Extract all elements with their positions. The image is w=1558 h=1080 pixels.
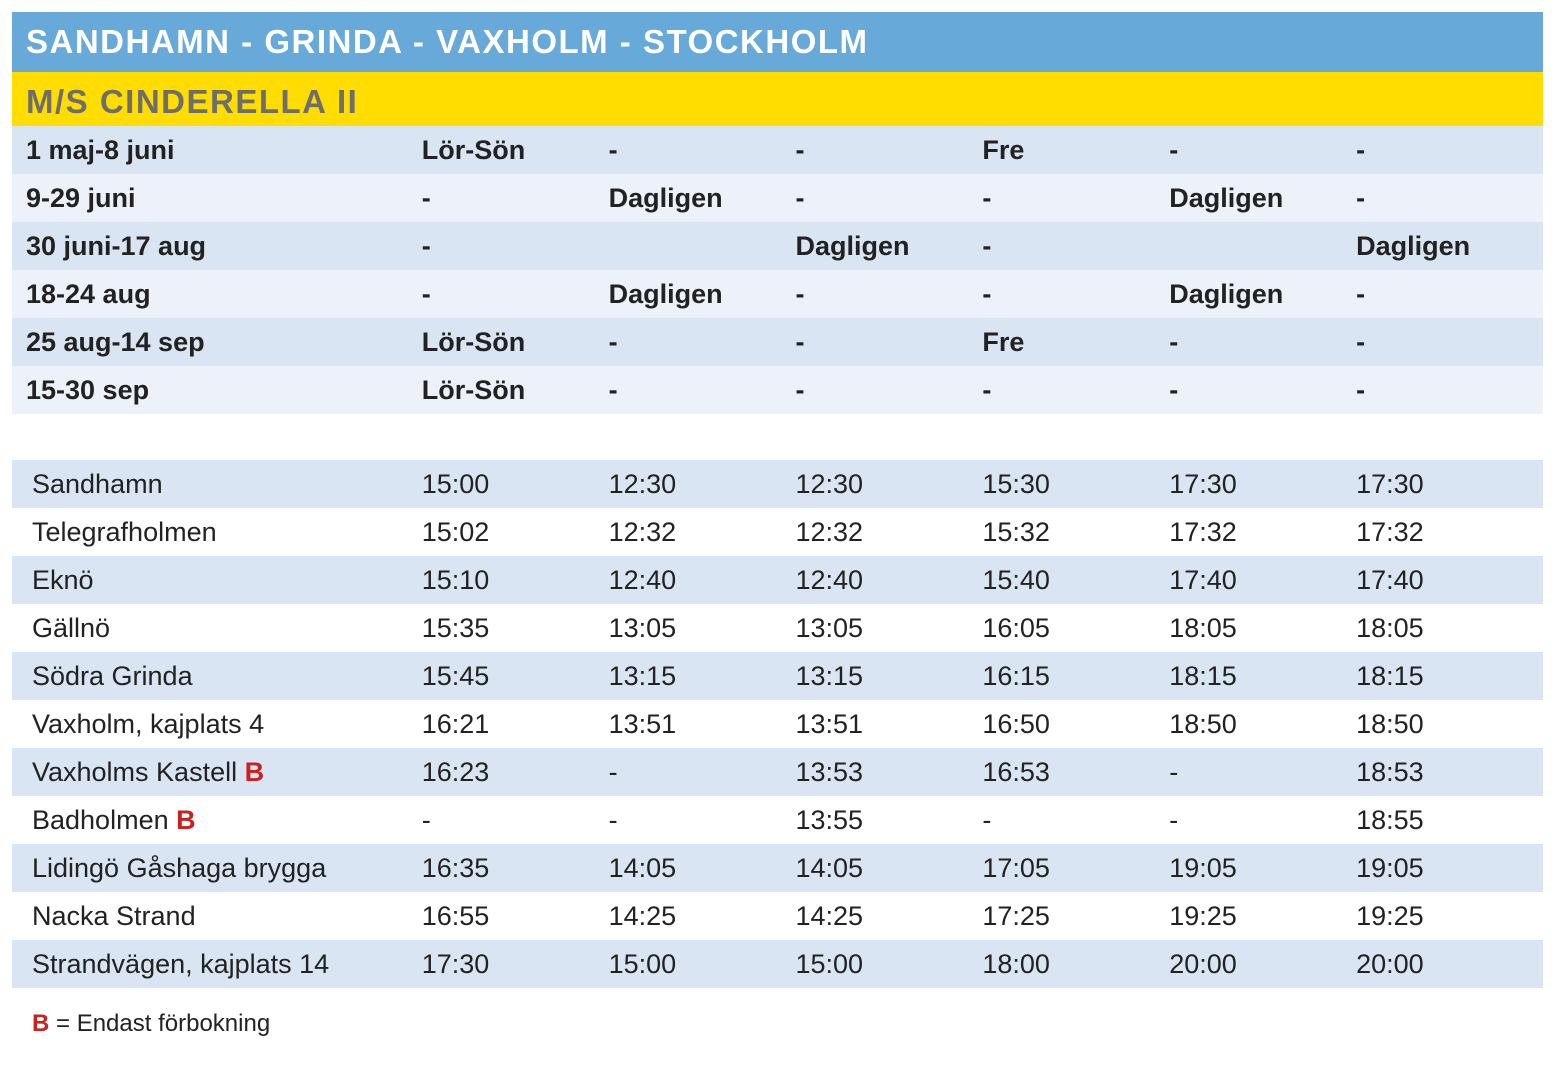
stop-name — [12, 901, 422, 932]
departure-time: 16:21 — [421, 708, 490, 739]
period-cell: Dagligen — [795, 230, 910, 261]
departure-time: 15:10 — [421, 564, 490, 595]
route-title: SANDHAMN - GRINDA - VAXHOLM - STOCKHOLM — [12, 12, 1543, 72]
period-label: 30 juni-17 aug — [26, 230, 207, 261]
departure-time: 17:40 — [1356, 564, 1424, 595]
departure-time: 15:35 — [421, 612, 490, 643]
departure-time: 17:32 — [1169, 516, 1237, 547]
period-cell: - — [795, 278, 805, 309]
departure-time: 18:50 — [1356, 708, 1424, 739]
departure-time: - — [421, 804, 431, 835]
period-cell: - — [1169, 326, 1179, 357]
departure-time: 16:50 — [982, 708, 1050, 739]
stop-name — [12, 805, 422, 836]
departure-time: 16:55 — [421, 900, 490, 931]
stop-name — [12, 613, 422, 644]
departure-time: 15:45 — [421, 660, 490, 691]
stop-name — [12, 661, 422, 692]
departure-time: 16:53 — [982, 756, 1050, 787]
timetable — [12, 12, 1543, 988]
period-cell: - — [982, 278, 992, 309]
period-cell: - — [795, 326, 805, 357]
stop-name-text: Vaxholms Kastell — [32, 756, 238, 787]
departure-time: 13:05 — [608, 612, 677, 643]
departure-time: 13:53 — [795, 756, 864, 787]
period-cell: - — [421, 182, 431, 213]
departure-time: - — [1169, 756, 1179, 787]
departure-time: 15:30 — [982, 468, 1050, 499]
stop-name — [12, 565, 422, 596]
departure-time: 13:15 — [608, 660, 677, 691]
departure-time: 20:00 — [1169, 948, 1237, 979]
period-row — [12, 270, 1543, 318]
stop-row — [12, 604, 1543, 652]
departure-time: 17:40 — [1169, 564, 1237, 595]
departure-time: 16:35 — [421, 852, 490, 883]
period-cell: - — [608, 326, 618, 357]
departure-time: 12:32 — [795, 516, 864, 547]
stop-row — [12, 460, 1543, 508]
departure-time: 15:00 — [608, 948, 677, 979]
departure-time: 20:00 — [1356, 948, 1424, 979]
period-cell: - — [1356, 374, 1366, 405]
period-cell: - — [982, 182, 992, 213]
departure-time: 13:05 — [795, 612, 864, 643]
period-cell: - — [1169, 374, 1179, 405]
departure-time: - — [608, 804, 618, 835]
departure-time: 15:02 — [421, 516, 490, 547]
period-cell: - — [1169, 134, 1179, 165]
period-cell: Dagligen — [608, 182, 723, 213]
section-gap — [12, 414, 1543, 460]
legend-mark: B — [32, 1010, 50, 1037]
departure-time: 18:00 — [982, 948, 1050, 979]
departure-time: - — [982, 804, 992, 835]
departure-time: 14:25 — [608, 900, 677, 931]
period-label: 18-24 aug — [26, 278, 151, 309]
departure-time: 17:30 — [1169, 468, 1237, 499]
stop-name-text: Sandhamn — [32, 468, 163, 499]
period-cell: - — [795, 182, 805, 213]
period-cell: Fre — [982, 326, 1025, 357]
departure-time: 15:00 — [421, 468, 490, 499]
stop-row — [12, 556, 1543, 604]
period-cell: Fre — [982, 134, 1025, 165]
stop-row — [12, 844, 1543, 892]
period-cell: - — [1356, 326, 1366, 357]
departure-time: 14:05 — [795, 852, 864, 883]
stop-name — [12, 949, 422, 980]
period-cell: Lör-Sön — [421, 134, 526, 165]
departure-time: 13:55 — [795, 804, 864, 835]
period-row — [12, 126, 1543, 174]
departure-time: 15:32 — [982, 516, 1050, 547]
stop-name-text: Nacka Strand — [32, 900, 196, 931]
legend-text: = Endast förbokning — [56, 1010, 271, 1037]
periods-table — [12, 126, 1543, 414]
period-label: 1 maj-8 juni — [26, 134, 175, 165]
period-cell: - — [608, 374, 618, 405]
period-cell: - — [608, 134, 618, 165]
departure-time: 15:00 — [795, 948, 864, 979]
departure-time: 17:25 — [982, 900, 1050, 931]
departure-time: 12:30 — [795, 468, 864, 499]
departure-time: 19:25 — [1169, 900, 1237, 931]
departure-time: 19:05 — [1356, 852, 1424, 883]
stop-row — [12, 508, 1543, 556]
departure-time: 19:25 — [1356, 900, 1424, 931]
departure-time: 18:15 — [1356, 660, 1424, 691]
ship-name: M/S CINDERELLA II — [12, 72, 1543, 126]
stop-row — [12, 700, 1543, 748]
period-cell: - — [795, 134, 805, 165]
period-cell: - — [421, 278, 431, 309]
period-cell: - — [1356, 182, 1366, 213]
stop-name-text: Gällnö — [32, 612, 111, 643]
period-row — [12, 174, 1543, 222]
departure-time: 18:50 — [1169, 708, 1237, 739]
stop-name-text: Eknö — [32, 564, 94, 595]
prebooking-mark: B — [244, 756, 265, 787]
period-cell: - — [1356, 278, 1366, 309]
stop-row — [12, 892, 1543, 940]
departure-time: 16:23 — [421, 756, 490, 787]
departure-time: 13:51 — [608, 708, 677, 739]
period-label: 9-29 juni — [26, 182, 136, 213]
stops-table — [12, 460, 1543, 988]
stop-name-text: Vaxholm, kajplats 4 — [32, 708, 265, 739]
stop-name-text: Strandvägen, kajplats 14 — [32, 948, 330, 979]
departure-time: 17:32 — [1356, 516, 1424, 547]
stop-name-text: Badholmen — [32, 804, 169, 835]
period-cell: - — [1356, 134, 1366, 165]
stop-name-text: Lidingö Gåshaga brygga — [32, 852, 327, 883]
period-cell: - — [982, 230, 992, 261]
departure-time: 12:40 — [795, 564, 864, 595]
prebooking-mark: B — [176, 804, 196, 835]
departure-time: 12:32 — [608, 516, 677, 547]
stop-name — [12, 469, 422, 500]
departure-time: 14:25 — [795, 900, 864, 931]
departure-time: 14:05 — [608, 852, 677, 883]
period-cell: Dagligen — [1169, 182, 1284, 213]
departure-time: 13:15 — [795, 660, 864, 691]
stop-row — [12, 796, 1543, 844]
departure-time: 12:30 — [608, 468, 677, 499]
stop-name-text: Södra Grinda — [32, 660, 193, 691]
stop-row — [12, 652, 1543, 700]
stop-name — [12, 853, 422, 884]
departure-time: 16:15 — [982, 660, 1050, 691]
stop-name-text: Telegrafholmen — [32, 516, 217, 547]
departure-time: - — [608, 756, 618, 787]
departure-time: 12:40 — [608, 564, 677, 595]
period-label: 15-30 sep — [26, 374, 150, 405]
stop-name — [12, 757, 422, 788]
period-row — [12, 318, 1543, 366]
period-cell: - — [421, 230, 431, 261]
departure-time: 13:51 — [795, 708, 864, 739]
departure-time: 15:40 — [982, 564, 1050, 595]
departure-time: 18:53 — [1356, 756, 1424, 787]
stop-name — [12, 709, 422, 740]
period-row — [12, 222, 1543, 270]
legend — [32, 1010, 270, 1038]
departure-time: 17:30 — [1356, 468, 1424, 499]
stop-row — [12, 940, 1543, 988]
departure-time: 18:55 — [1356, 804, 1424, 835]
departure-time: 18:15 — [1169, 660, 1237, 691]
period-cell: Lör-Sön — [421, 374, 526, 405]
period-cell: Dagligen — [1169, 278, 1284, 309]
period-cell: Dagligen — [608, 278, 723, 309]
period-label: 25 aug-14 sep — [26, 326, 205, 357]
departure-time: 18:05 — [1356, 612, 1424, 643]
period-row — [12, 366, 1543, 414]
departure-time: 17:30 — [421, 948, 490, 979]
departure-time: 19:05 — [1169, 852, 1237, 883]
period-cell: Lör-Sön — [421, 326, 526, 357]
stop-row — [12, 748, 1543, 796]
departure-time: 17:05 — [982, 852, 1050, 883]
period-cell: Dagligen — [1356, 230, 1471, 261]
period-cell: - — [795, 374, 805, 405]
departure-time: - — [1169, 804, 1179, 835]
departure-time: 18:05 — [1169, 612, 1237, 643]
departure-time: 16:05 — [982, 612, 1050, 643]
period-cell: - — [982, 374, 992, 405]
stop-name — [12, 517, 422, 548]
